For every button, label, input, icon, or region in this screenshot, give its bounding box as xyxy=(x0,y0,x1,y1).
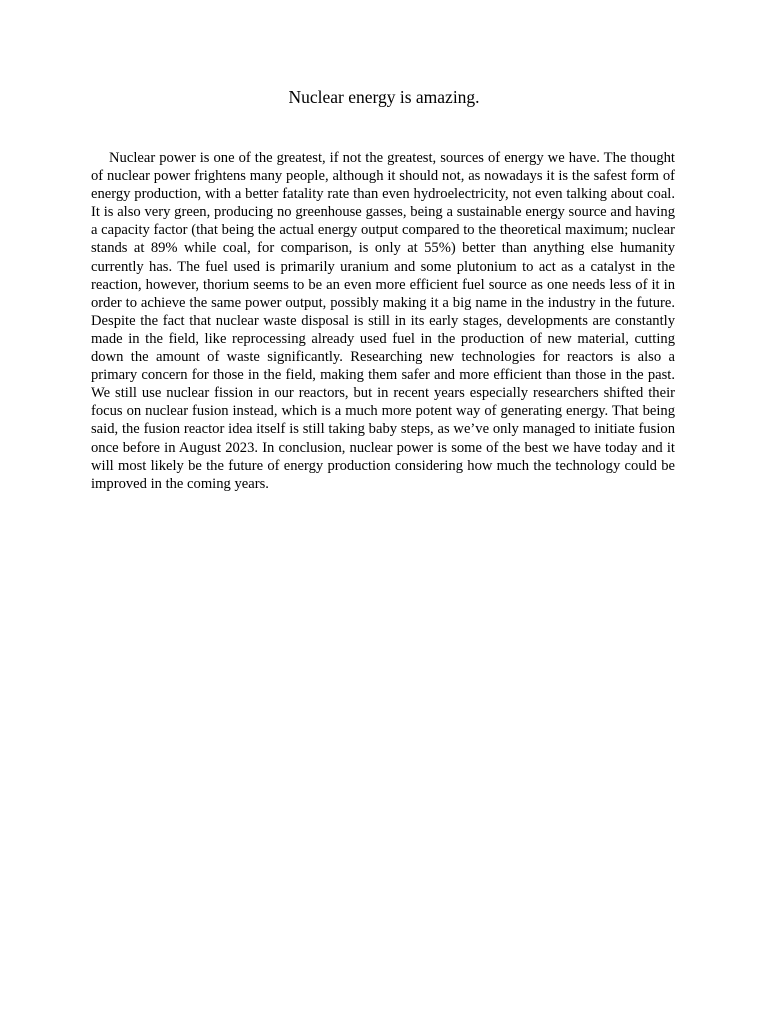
document-title: Nuclear energy is amazing. xyxy=(288,87,480,107)
document-body-paragraph: Nuclear power is one of the greatest, if not the greatest, sources of energy we have. The thought of nuclear power frightens many people, although it should not, as nowadays it is the safest form of energy production, with a better fatality rate than even hydroelectricity, not even talking about coal. It is also very green, producing no greenhouse gasses, being a sustainable energy source and having a capacity factor (that being the actual energy output compared to the theoretical maximum; nuclear stands at 89% while coal, for comparison, is only at 55%) better than anything else humanity currently has. The fuel used is primarily uranium and some plutonium to act as a catalyst in the reaction, however, thorium seems to be an even more efficient fuel source as one needs less of it in order to achieve the same power output, possibly making it a big name in the industry in the future. Despite the fact that nuclear waste disposal is still in its early stages, developments are constantly made in the field, like reprocessing already used fuel in the production of new material, cutting down the amount of waste significantly. Researching new technologies for reactors is also a primary concern for those in the field, making them safer and more efficient than those in the past. We still use nuclear fission in our reactors, but in recent years especially researchers shifted their focus on nuclear fusion instead, which is a much more potent way of generating energy. That being said, the fusion reactor idea itself is still taking baby steps, as we’ve only managed to initiate fusion once before in August 2023. In conclusion, nuclear power is some of the best we have today and it will most likely be the future of energy production considering how much the technology could be improved in the coming years. xyxy=(91,150,675,492)
